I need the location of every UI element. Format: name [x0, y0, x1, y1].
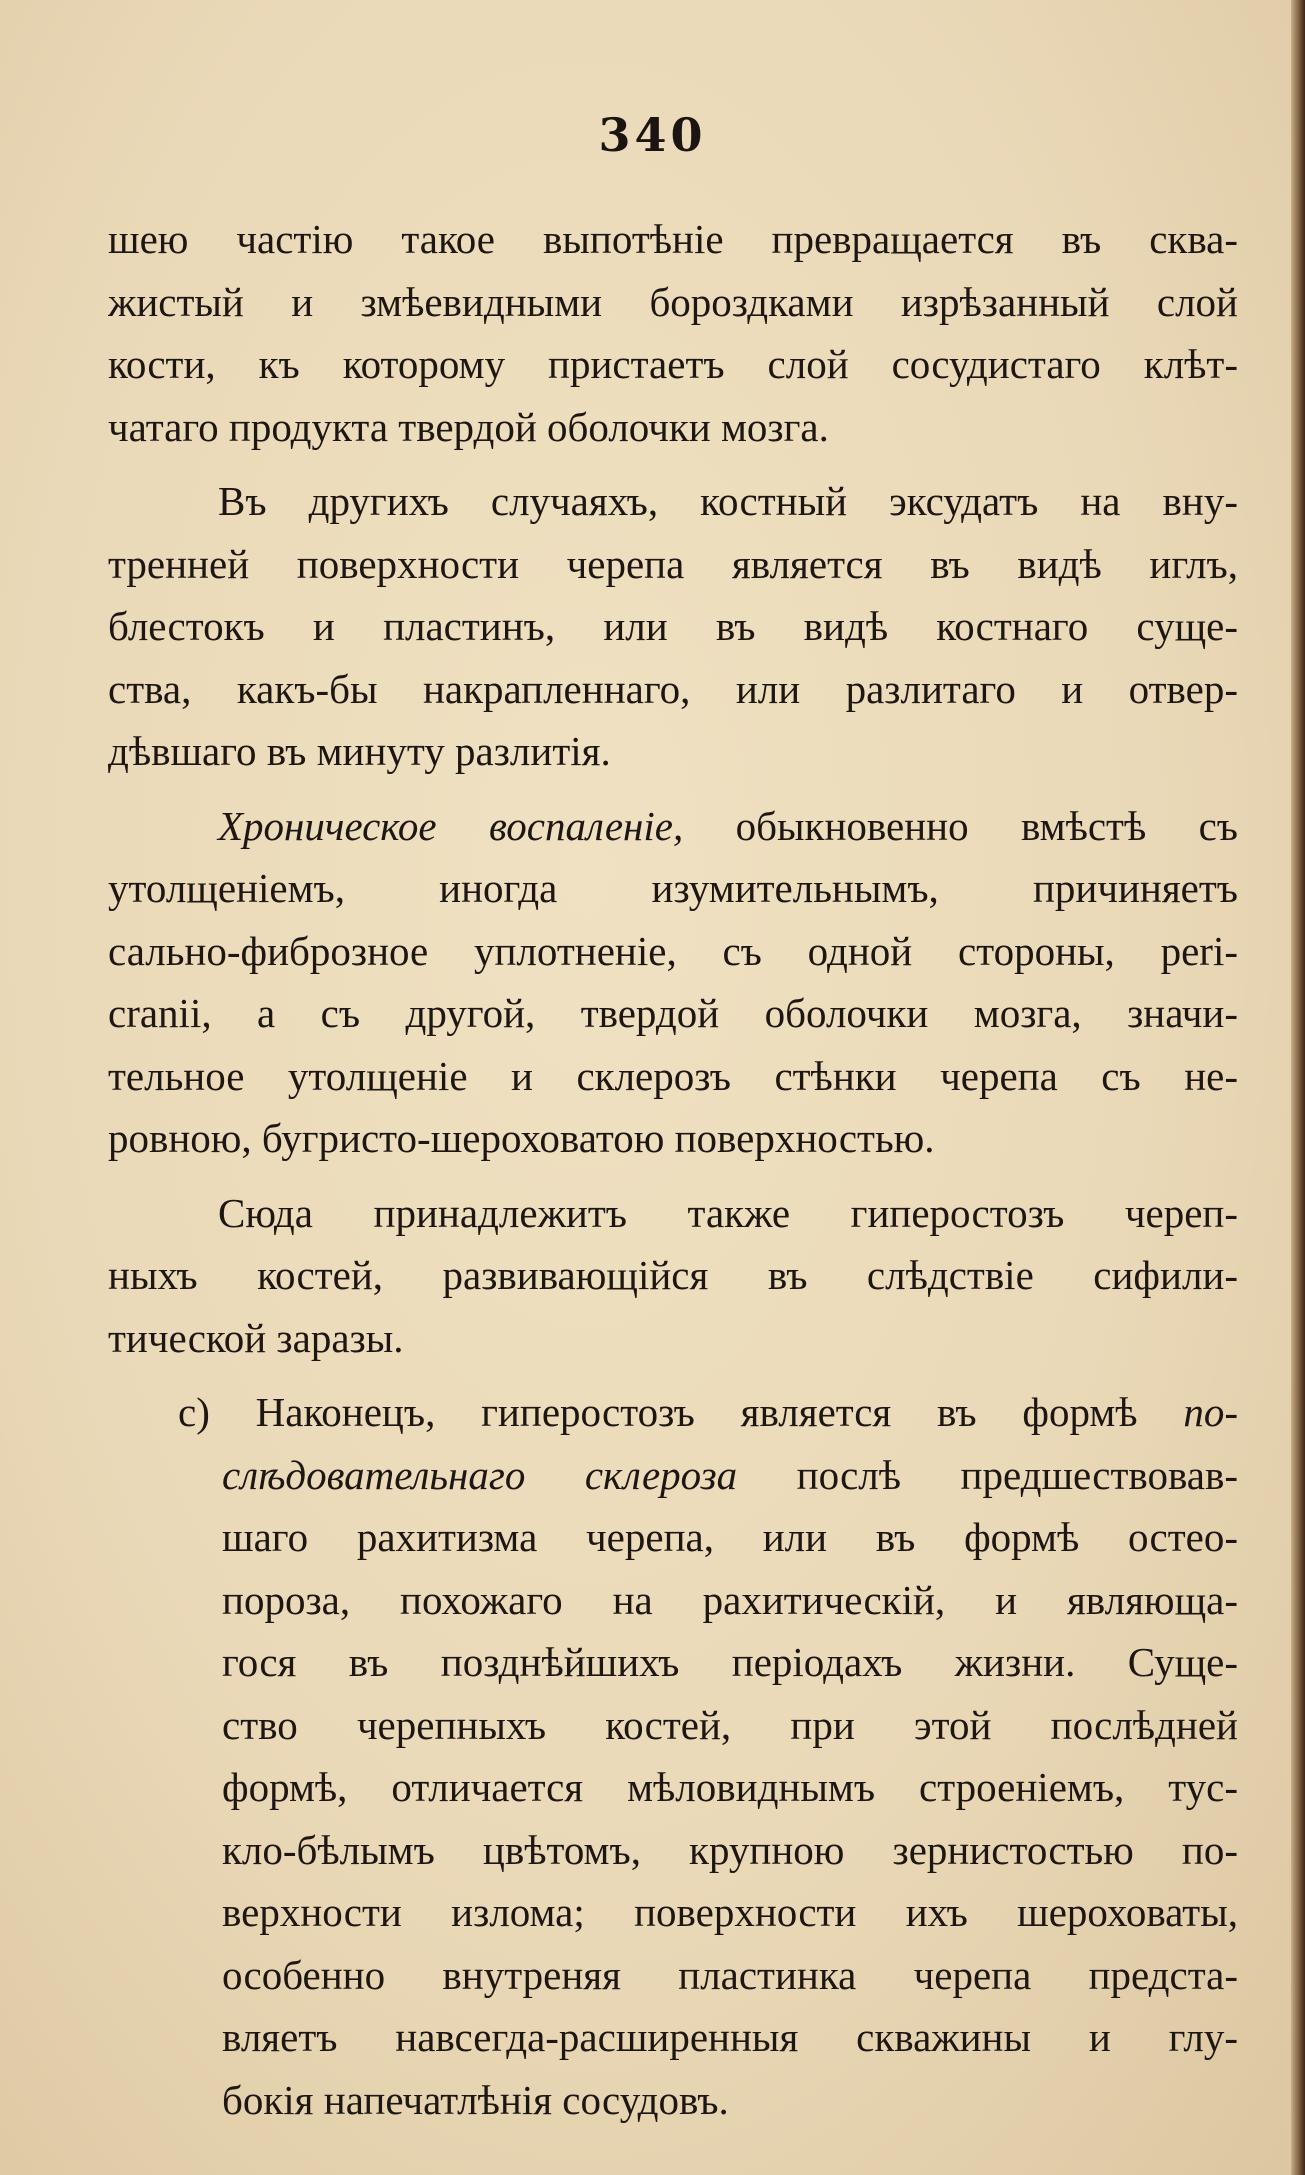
text-line: тельное утолщеніе и склерозъ стѣнки черепа съ не-: [108, 1052, 1238, 1099]
body-text: [108, 208, 1238, 2131]
text-line: кости, къ которому пристаетъ слой сосудистаго клѣт-: [108, 341, 1238, 387]
text-line: Сюда принадлежитъ также гиперостозъ череп-: [218, 1189, 1238, 1236]
text-line: ства, какъ-бы накрапленнаго, или разлитаго и отвер-: [108, 665, 1238, 712]
text-line: бокія напечатлѣнія сосудовъ.: [222, 2076, 729, 2123]
text-line: утолщеніемъ, иногда изумительнымъ, причиняетъ: [108, 865, 1238, 911]
text-line: [108, 1444, 1238, 1507]
text-line: сально-фиброзное уплотненіе, съ одной стороны, peri-: [108, 927, 1238, 974]
text-line: [108, 795, 1238, 858]
text-line: тической заразы.: [108, 1314, 404, 1361]
text-fragment: обыкновенно вмѣстѣ съ: [683, 802, 1238, 849]
text-line: блестокъ и пластинъ, или въ видѣ костнаго суще-: [108, 603, 1238, 649]
text-line: тренней поверхности черепа является въ видѣ иглъ,: [108, 540, 1238, 587]
text-line: cranii, а съ другой, твердой оболочки мозга, значи-: [108, 990, 1238, 1036]
text-line: Въ другихъ случаяхъ, костный эксудатъ на вну-: [218, 478, 1238, 524]
text-line: гося въ позднѣйшихъ періодахъ жизни. Суще-: [222, 1639, 1238, 1685]
text-line: верхности излома; поверхности ихъ шероховаты,: [222, 1889, 1238, 1935]
text-line: шаго рахитизма черепа, или въ формѣ остео-: [222, 1514, 1238, 1560]
italic-term: слѣдовательнаго склероза: [222, 1451, 738, 1498]
text-line: ныхъ костей, развивающійся въ слѣдствіе сифили-: [108, 1252, 1238, 1298]
text-line: шею частію такое выпотѣніе превращается въ сква-: [108, 216, 1238, 262]
text-line: пороза, похожаго на рахитическій, и являюща-: [222, 1576, 1238, 1623]
text-line: формѣ, отличается мѣловиднымъ строеніемъ, тус-: [222, 1764, 1238, 1810]
text-line: вляетъ навсегда-расширенныя скважины и глу-: [222, 2014, 1238, 2060]
text-line: дѣвшаго въ минуту разлитія.: [108, 728, 611, 774]
text-line: особенно внутреняя пластинка черепа предста-: [222, 1951, 1238, 1998]
text-line: [108, 1381, 1238, 1444]
page-number: 340: [598, 108, 707, 162]
page-edge-shadow: [1291, 0, 1305, 2175]
italic-term: по-: [1183, 1389, 1238, 1435]
text-fragment: послѣ предшествовав-: [737, 1451, 1238, 1498]
italic-term: Хроническое воспаленіе,: [218, 802, 684, 849]
text-line: ство черепныхъ костей, при этой послѣдней: [222, 1701, 1238, 1748]
text-line: кло-бѣлымъ цвѣтомъ, крупною зернистостью по-: [222, 1826, 1238, 1873]
text-line: жистый и змѣевидными бороздками изрѣзанный слой: [108, 278, 1238, 325]
text-line: ровною, бугристо-шероховатою поверхностью.: [108, 1115, 935, 1161]
text-fragment: c) Наконецъ, гиперостозъ является въ формѣ: [178, 1389, 1184, 1435]
text-line: чатаго продукта твердой оболочки мозга.: [108, 403, 829, 450]
